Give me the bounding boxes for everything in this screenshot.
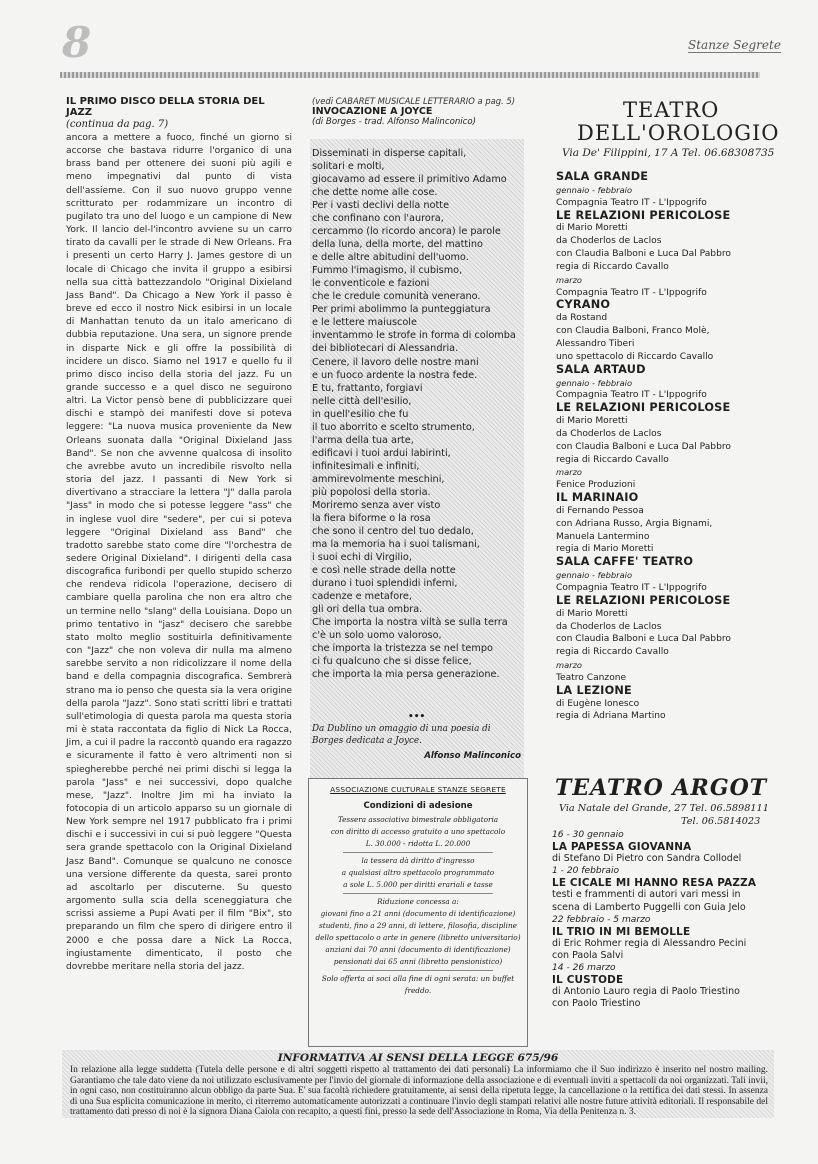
membership-line: L. 30.000 - ridotta L. 20.000 <box>365 839 471 848</box>
program-heading: LA PAPESSA GIOVANNA <box>552 841 692 854</box>
article-body: ancora a mettere a fuoco, finché un giorno si accorse che bastava ridurre l'organico di una brass band per ottenere dei suoni più agili e meno impegnativi dal punto di vista dell'assieme. Con il suo nuovo gruppo venne scritturato per rodammizare un incontro di pugilato tra uno del luogo e un campione di New York. Il lancio del-l'incontro avviene su un carro tirato da cavalli per le strade di New Orleans. Fra i presenti un certo Harry J. James gestore di un locale di Chicago che invita il gruppo a esibirsi nella sua città battezzandolo "Original Dixieland Jass Band". Da Chicago a New York il passo è breve ed ecco il nostro Nick esibirsi in un locale di Manhattan tenuto da un italo americano di dubbia reputazione. Una sera, un signore prende in disparte Nick e gli offre la possibilità di incidere un disco. Siamo nel 1917 e quello fu il primo disco inciso della storia del jazz. Fu un grande successo e a quel disco ne seguirono altri. La Victor pensò bene di pubblicizzare quei dischi e stampò dei manifesti dove si poteva leggere: "La nuova musica proveniente da New Orleans suonata dalla "Original Dixieland Jass Band". Se non che avvenne qualcosa di insolito che avrebbe avuto un incredibile risvolto nella storia del jazz. I passanti di New York si divertivano a stracciare la lettera "J" dalla parola "Jass" in modo che si potesse leggere "ass" che in inglese vuol dire "sedere", per cui si poteva leggere "Original Dixieland ass Band" che tradotto sarebbe stato come dire "l'orchestra de sedere Original Dixieland". I dirigenti della casa discografica furibondi per quello stupido scherzo che rendeva ridicola l'operazione, decisero di cambiare quella parolina che non era altro che un termine nello "slang" della Louisiana. Dopo un primo tentativo in "jasz" decisero che sarebbe stato molto meglio sostituirla definitivamente con "Jazz" che non voleva dir nulla ma almeno sarebbe servito a non ridicolizzare il nome della band e della compagnia discografica. Sembrerà strano ma io penso che questa sia la vera origine della parola "Jazz". Sono stati scritti libri e trattati sull'etimologia di questa parola ma questa storia mi è stata raccontata da figlio di Nick La Rocca, Jim, a cui il padre la raccontò quando era ragazzo e sicuramente il fatto è vero altrimenti non si spiegherebbe perché nei primi dischi si legga la parola "Jass" e nei successivi, dopo qualche mese, "Jazz". Inoltre Jim mi ha inviato la fotocopia di un articolo apparso su un giornale di New York sempre nel 1917 pubblicato fra i primi dischi e i successivi in cui si può leggere "Questa sera grande spettacolo con la Original Dixieland Jasz Band". Comunque se qualcuno ne conosce una versione differente da questa, sarei pronto ad ascoltarlo per discuterne. Su questo argomento sulla scia della sceneggiatura che scrissi assieme a Pupi Avati per il film "Bix", sto preparando un film che spero di dirigere entro il 2000 e che possa dare a Nick La Rocca, ingiustamente dimenticato, il posto che dovrebbe meritare nella storia del jazz. <box>66 133 292 972</box>
program-line: Manuela Lantermino <box>556 531 650 542</box>
program-line: Compagnia Teatro IT - L'Ippogrifo <box>556 583 707 593</box>
program-line: da Rostand <box>556 313 608 324</box>
association-title: ASSOCIAZIONE CULTURALE STANZE SEGRETE <box>330 785 506 794</box>
program-line: da Choderlos de Laclos <box>556 428 662 439</box>
program-line: con Adriana Russo, Argia Bignami, <box>556 518 713 529</box>
poem-line: Disseminati in disperse capitali, <box>312 148 467 159</box>
poem-box <box>310 139 524 827</box>
poem-line: infinitesimali e infiniti, <box>312 460 420 472</box>
program-line: di Eric Rohmer regia di Alessandro Pecini <box>552 937 747 949</box>
poem-line: inventammo le strofe in forma di colomba <box>312 330 516 342</box>
program-line: regia di Riccardo Cavallo <box>556 454 669 465</box>
program-heading: SALA CAFFE' TEATRO <box>556 555 694 569</box>
membership-box <box>308 778 528 1047</box>
poem-line: i suoi echi di Virgilio, <box>312 551 412 563</box>
poem-line: cadenze e metafore, <box>312 591 412 603</box>
membership-line: studenti, fino a 29 anni, di lettere, filosofia, discipline <box>319 921 517 930</box>
program-line: regia di Adriana Martino <box>556 711 666 722</box>
privacy-body: In relazione alla legge suddetta (Tutela delle persone e di altri soggetti rispetto al trattamento dei dati personali) La informiamo che il Suo indirizzo è inserito nel nostro mailing. Garantiamo che tale dato viene da noi utilizzato esclusivamente per l'invio del giornale di informazione della associazione e di eventuali inviti a spettacoli da noi organizzati. Tali invii, in ogni caso, non costituiranno alcun obbligo da parte Sua. E' sua facoltà richiedere gratuitamente, ai sensi della ripetuta legge, la cancellazione o la rettifica dei dati stessi. In assenza di una Sua esplicita comunicazione in merito, ci riterremo automaticamente autorizzati a continuare l'invio degli stampati relativi alle nostre future attività editoriali. Il responsabile del trattamento dati presso di noi è la signora Diana Caiola con recapito, a questi fini, presso la sede dell'Associazione in Roma, Via della Penitenza n. 3. <box>70 1065 768 1118</box>
program-line: di Fernando Pessoa <box>556 505 644 516</box>
program-date: gennaio - febbraio <box>556 184 633 195</box>
membership-line: a sole L. 5.000 per diritti erariali e tasse <box>343 880 493 889</box>
program-heading: IL TRIO IN MI BEMOLLE <box>552 925 691 938</box>
poem-title: INVOCAZIONE A JOYCE <box>312 106 433 117</box>
program-line: Teatro Canzone <box>556 672 627 683</box>
theatre-address: Via De' Filippini, 17 A Tel. 06.68308735 <box>562 147 775 159</box>
poem-line: Cenere, il lavoro delle nostre mani <box>312 356 479 368</box>
poem-line: ammirevolmente meschini, <box>312 473 445 485</box>
poem-line: cercammo (lo ricordo ancora) le parole <box>312 226 501 238</box>
program-line: da Choderlos de Laclos <box>556 236 662 247</box>
poem-line: e delle altre abitudini dell'uomo. <box>312 252 469 264</box>
poem-caption: Da Dublino un omaggio di una poesia di Borges dedicata a Joyce. <box>312 724 491 746</box>
poem-line: che importa la tristezza se nel tempo <box>312 643 493 655</box>
membership-line: anziani dai 70 anni (documento di identificazione) <box>325 945 511 954</box>
poem-line: e così nelle strade della notte <box>312 565 456 576</box>
program-line: con Claudia Balboni e Luca Dal Pabbro <box>556 441 731 452</box>
separator-line <box>343 893 493 894</box>
program-heading: LA LEZIONE <box>556 683 632 697</box>
magazine-logo: Stanze Segrete <box>688 38 781 52</box>
program-line: testi e frammenti di autori vari messi in <box>552 889 741 901</box>
poem-line: Moriremo senza aver visto <box>312 499 441 511</box>
article-continuation: (continua da pag. 7) <box>66 119 169 130</box>
program-line: con Paola Salvi <box>552 949 624 961</box>
poem-line: che le credule comunità venerano. <box>312 291 481 303</box>
program-line: uno spettacolo di Riccardo Cavallo <box>556 351 714 362</box>
jazz-article <box>66 96 292 974</box>
theatre-address: Via Natale del Grande, 27 Tel. 06.5898111 <box>559 803 769 814</box>
program-line: Compagnia Teatro IT - L'Ippogrifo <box>556 287 707 298</box>
program-heading: IL MARINAIO <box>556 491 639 505</box>
membership-line: la tessera dà diritto d'ingresso <box>361 856 475 865</box>
program-date: marzo <box>556 467 583 478</box>
program-date: 22 febbraio - 5 marzo <box>552 914 651 925</box>
membership-line: dello spettacolo o arte in genere (libretto universitario) <box>315 933 521 942</box>
poem-line: Che importa la nostra viltà se sulla terra <box>312 617 508 629</box>
poem-line: gli ori della tua ombra. <box>312 604 423 616</box>
program-line: con Paolo Triestino <box>552 998 641 1010</box>
poem-line: la fiera biforme o la rosa <box>312 512 431 524</box>
program-line: di Mario Moretti <box>556 608 628 619</box>
program-date: gennaio - febbraio <box>556 377 633 388</box>
poem-line: e un fuoco ardente la nostra fede. <box>312 369 478 381</box>
poem-line: E tu, frattanto, forgiavi <box>312 382 423 394</box>
separator-line <box>343 852 493 853</box>
program-heading: LE RELAZIONI PERICOLOSE <box>556 593 731 607</box>
poem-line: giocavamo ad essere il primitivo Adamo <box>312 174 507 186</box>
membership-conditions <box>313 814 523 997</box>
poem-line: che sono il centro del tuo dedalo, <box>312 525 474 537</box>
poem-line: più popolosi della storia. <box>312 486 431 498</box>
membership-line: Riduzione concessa a: <box>377 897 459 906</box>
membership-conditions-heading: Condizioni di adesione <box>363 801 473 811</box>
poem-line: che importa la mia persa generazione. <box>312 669 500 681</box>
program-line: scena di Lamberto Puggelli con Guia Jelo <box>552 901 746 913</box>
membership-line: Solo offerta ai soci alla fine di ogni serata: un buffet freddo. <box>321 974 515 995</box>
poem-line: c'è un solo uomo valoroso, <box>312 630 442 642</box>
membership-line: pensionati dai 65 anni (libretto pensionistico) <box>333 957 503 966</box>
program-line: Compagnia Teatro IT - L'Ippogrifo <box>556 197 707 208</box>
program-date: 1 - 20 febbraio <box>552 866 620 877</box>
poem-separator: ••• <box>408 712 426 722</box>
theatre-title: TEATRO ARGOT <box>555 775 768 801</box>
theatre-title: DELL'OROLOGIO <box>577 121 780 145</box>
program-heading: IL CUSTODE <box>552 974 624 987</box>
page-number: 8 <box>62 18 92 67</box>
program-heading: LE CICALE MI HANNO RESA PAZZA <box>552 877 757 890</box>
poem-header <box>312 96 524 127</box>
poem-line: dei bibliotecari di Alessandria. <box>312 343 459 355</box>
program-line: di Eugène Ionesco <box>556 698 640 709</box>
program-line: di Antonio Lauro regia di Paolo Triestino <box>552 986 740 998</box>
theatre-phone: Tel. 06.5814023 <box>681 816 761 827</box>
privacy-notice <box>62 1050 774 1118</box>
program-heading: CYRANO <box>556 298 611 312</box>
program-heading: SALA GRANDE <box>556 170 649 183</box>
poem-line: nelle città dell'esilio, <box>312 395 412 407</box>
program-line: Fenice Produzioni <box>556 480 636 491</box>
program-line: regia di Riccardo Cavallo <box>556 647 669 658</box>
program-date: 16 - 30 gennaio <box>552 830 624 840</box>
program-line: di Mario Moretti <box>556 416 628 427</box>
program-line: regia di Mario Moretti <box>556 544 654 555</box>
program-date: gennaio - febbraio <box>556 570 633 581</box>
program-date: marzo <box>556 274 583 285</box>
membership-line: con diritto di accesso gratuito a uno spettacolo <box>330 827 506 836</box>
theatre-title: TEATRO <box>623 98 720 122</box>
poem-line: in quell'esilio che fu <box>312 408 409 420</box>
separator-line <box>343 970 493 971</box>
poem-line: che dette nome alle cose. <box>312 187 438 199</box>
program-date: 14 - 26 marzo <box>552 963 616 974</box>
poem-text <box>312 147 518 681</box>
membership-line: a qualsiasi altro spettacolo programmato <box>341 868 495 877</box>
membership-line: giovani fino a 21 anni (documento di identificazione) <box>320 909 516 918</box>
poem-line: e le lettere maiuscole <box>312 317 417 329</box>
poem-signature: Alfonso Malinconico <box>424 751 521 761</box>
poem-reference: (vedi CABARET MUSICALE LETTERARIO a pag. 5) <box>312 96 516 106</box>
membership-line: Tessera associativa bimestrale obbligatoria <box>337 815 499 824</box>
program-heading: LE RELAZIONI PERICOLOSE <box>556 401 731 415</box>
program-line: Alessandro Tiberi <box>556 338 635 349</box>
poem-line: ci fu qualcuno che si disse felice, <box>312 656 472 668</box>
program-line: Compagnia Teatro IT - L'Ippogrifo <box>556 390 707 401</box>
poem-line: Fummo l'imagismo, il cubismo, <box>312 265 463 277</box>
poem-line: Per i vasti declivi della notte <box>312 200 450 212</box>
poem-line: le conventicole e fazioni <box>312 278 430 290</box>
poem-line: l'arma della tua arte, <box>312 434 414 446</box>
poem-line: Per primi abolimmo la punteggiatura <box>312 304 491 316</box>
poem-line: solitari e molti, <box>312 161 385 173</box>
program-line: regia di Riccardo Cavallo <box>556 261 669 272</box>
article-title: IL PRIMO DISCO DELLA STORIA DEL JAZZ <box>66 96 265 118</box>
program-line: con Claudia Balboni, Franco Molè, <box>556 326 710 337</box>
program-line: con Claudia Balboni e Luca Dal Pabbro <box>556 249 731 260</box>
poem-line: ma la memoria ha i suoi talismani, <box>312 538 480 550</box>
program-heading: SALA ARTAUD <box>556 362 646 376</box>
program-line: da Choderlos de Laclos <box>556 621 662 632</box>
program-line: con Claudia Balboni e Luca Dal Pabbro <box>556 634 731 645</box>
poem-line: durano i tuoi splendidi inferni, <box>312 578 458 590</box>
program-line: di Stefano Di Pietro con Sandra Collodel <box>552 853 742 865</box>
header-rule <box>60 72 760 78</box>
argot-program <box>552 829 782 1010</box>
program-heading: LE RELAZIONI PERICOLOSE <box>556 208 731 222</box>
program-line: di Mario Moretti <box>556 223 628 234</box>
poem-line: che confinano con l'aurora, <box>312 213 444 225</box>
program-date: marzo <box>556 660 583 671</box>
poem-line: della luna, della morte, del mattino <box>312 239 483 251</box>
orologio-program <box>556 171 778 723</box>
poem-author-note: (di Borges - trad. Alfonso Malinconico) <box>312 117 477 127</box>
privacy-title: INFORMATIVA AI SENSI DELLA LEGGE 675/96 <box>277 1052 559 1064</box>
poem-line: il tuo aborrito e scelto strumento, <box>312 421 475 433</box>
poem-line: edificavi i tuoi ardui labirinti, <box>312 447 451 459</box>
